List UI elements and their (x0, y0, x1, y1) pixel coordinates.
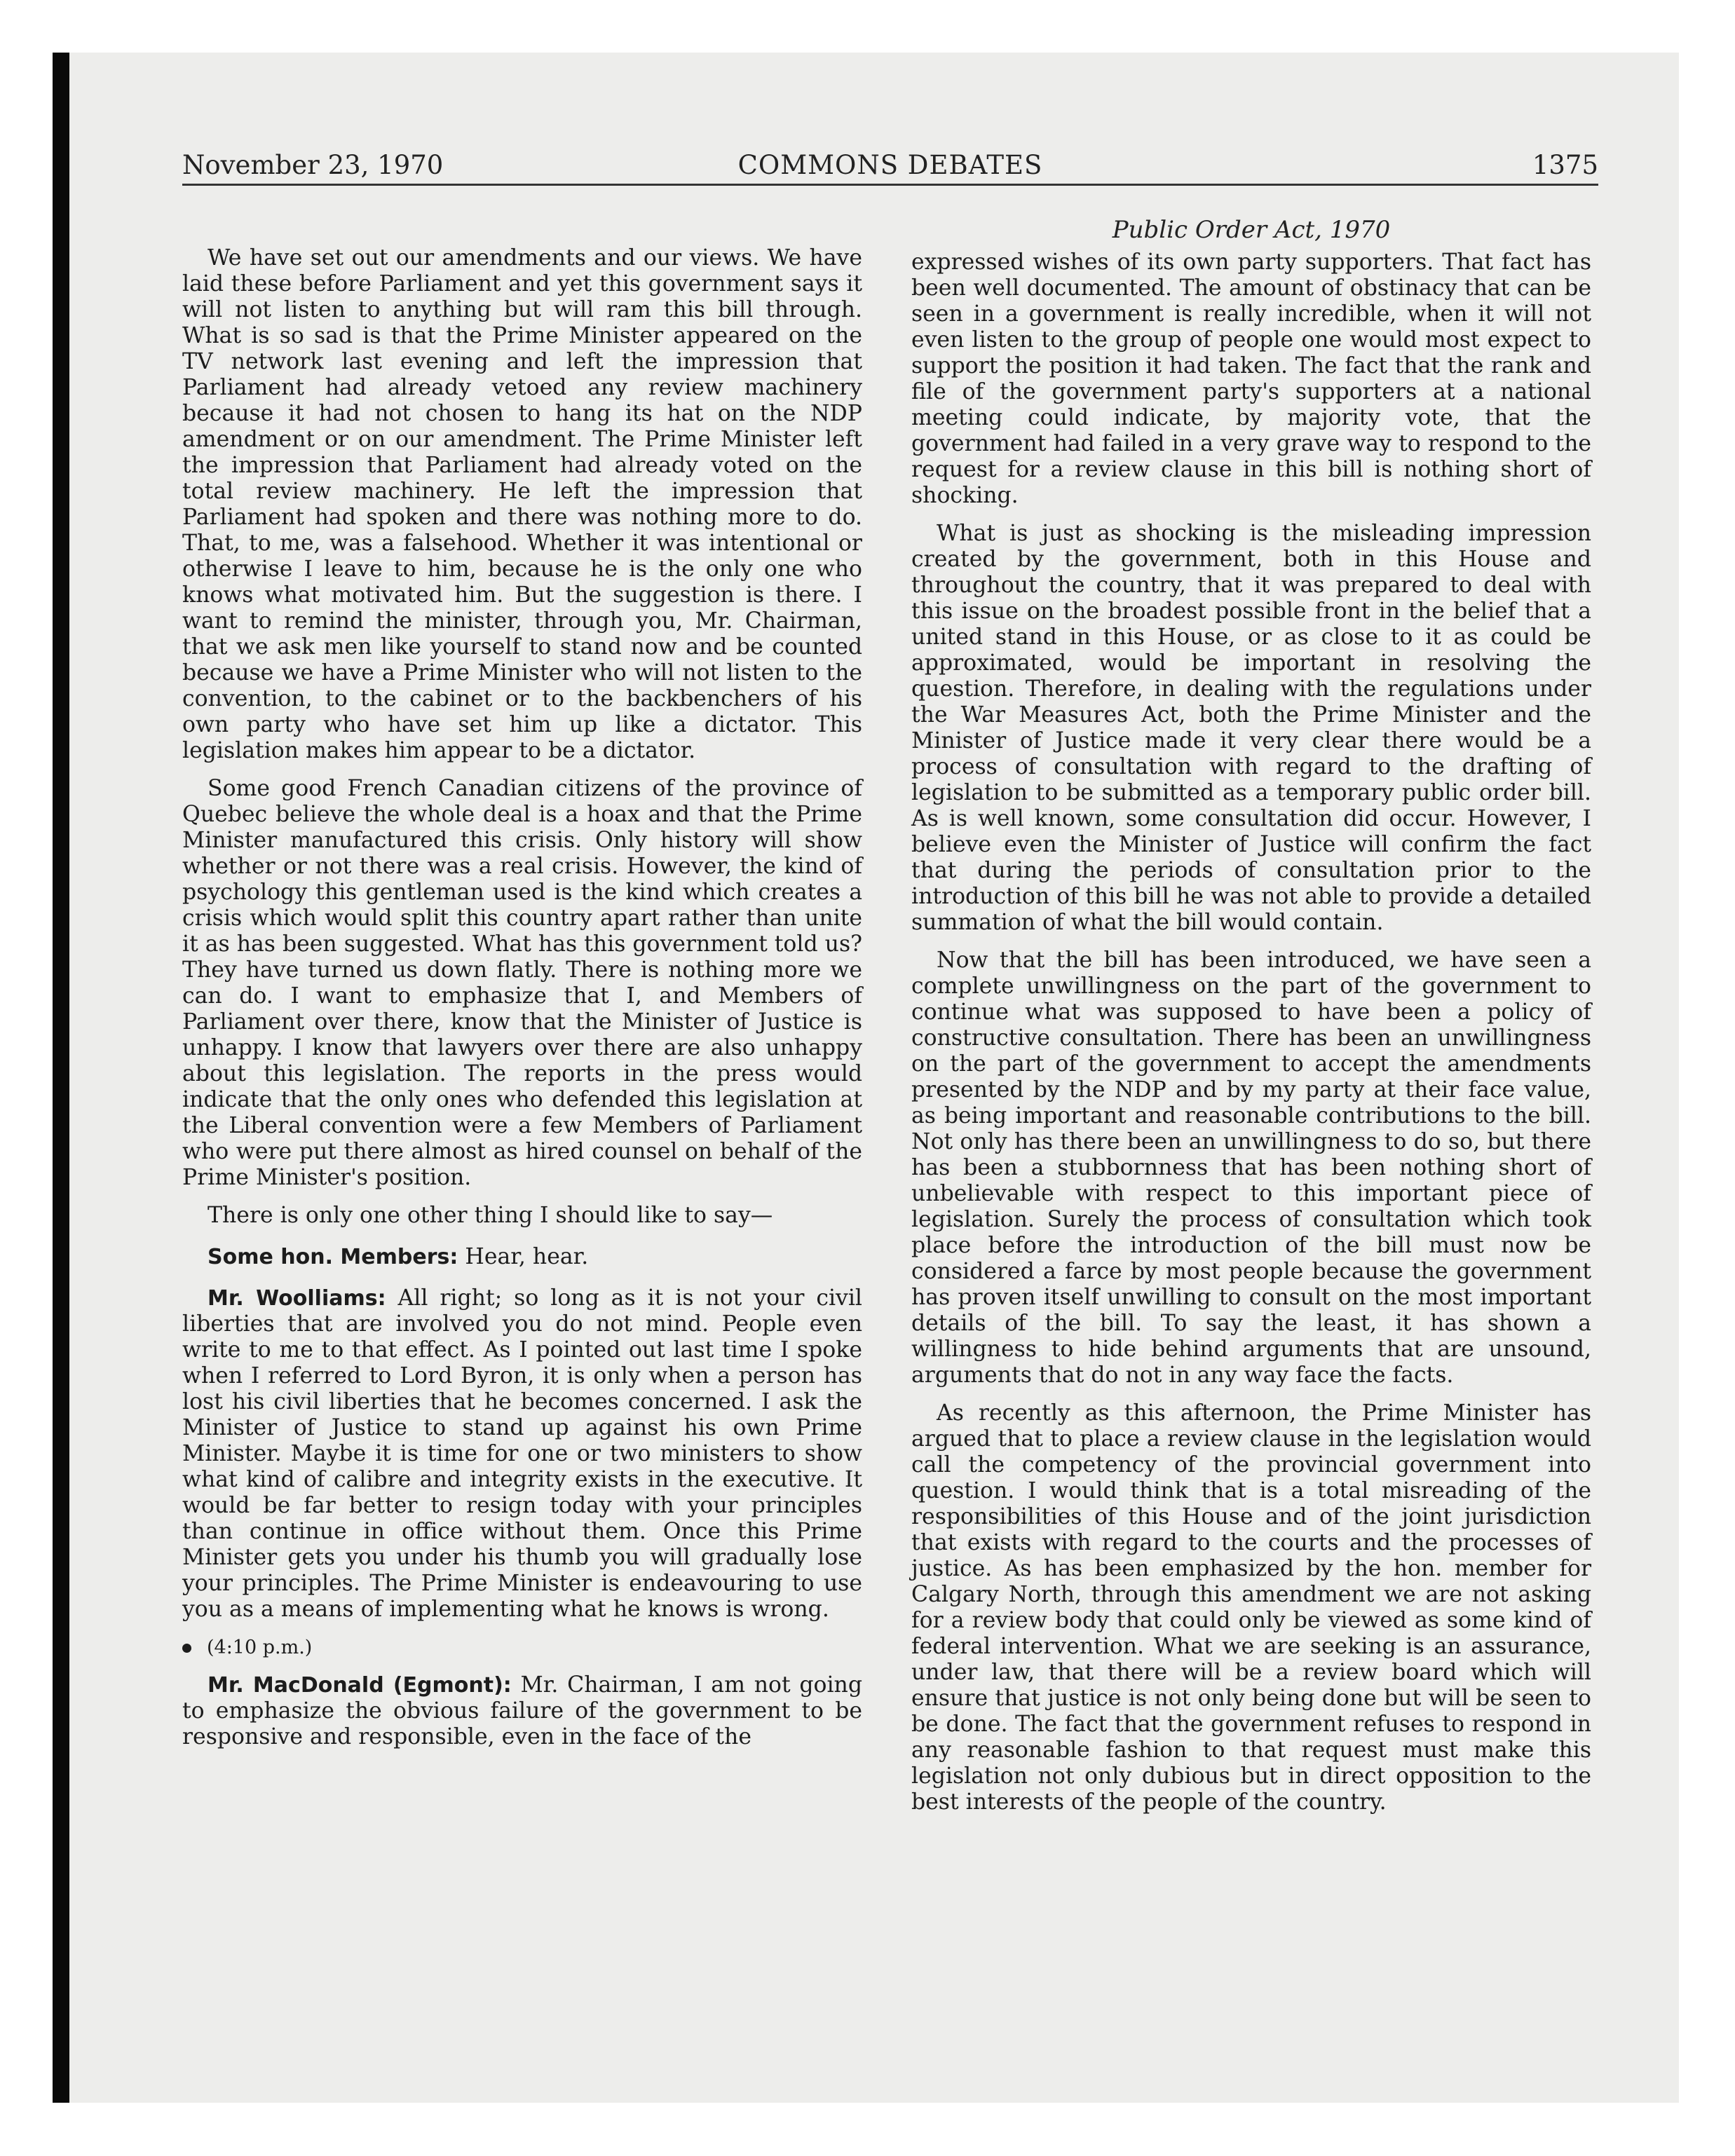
left-paragraph-3: There is only one other thing I should like to say— (207, 1203, 773, 1228)
right-paragraph-4: As recently as this afternoon, the Prime Minister has argued that to place a review clause in the legislation would call the competency of the provincial government into question. I would think that is a total misreading of the responsibilities of this House and of the joint jurisdiction that exists with regard to the courts and the processes of justice. As has been emphasized by the hon. member for Calgary North, through this amendment we are not asking for a review body that could only be viewed as some kind of federal intervention. What we are seeking is an assurance, under law, that there will be a review board which will ensure that justice is not only being done but will be seen to be done. The fact that the government refuses to respond in any reasonable fashion to that request must make this legislation not only dubious but in direct opposition to the best interests of the people of the country. (911, 1400, 1591, 1815)
left-paragraph-1: We have set out our amendments and our views. We have laid these before Parliament and yet this government says it will not listen to anything but will ram this bill through. What is so sad is that the Prime Minister appeared on the TV network last evening and left the impression that Parliament had already vetoed any review machinery because it had not chosen to hang its hat on the NDP amendment or on our amendment. The Prime Minister left the impression that Parliament had already voted on the total review machinery. He left the impression that Parliament had spoken and there was nothing more to do. That, to me, was a falsehood. Whether it was intentional or otherwise I leave to him, because he is the only one who knows what motivated him. But the suggestion is there. I want to remind the minister, through you, Mr. Chairman, that we ask men like yourself to stand now and be counted because we have a Prime Minister who will not listen to the convention, to the cabinet or to the backbenchers of his own party who have set him up like a dictator. This legislation makes him appear to be a dictator. (182, 245, 862, 763)
header-date: November 23, 1970 (182, 150, 444, 180)
timestamp-text: (4:10 p.m.) (207, 1637, 313, 1658)
right-paragraph-3: Now that the bill has been introduced, we have seen a complete unwillingness on the part of the government to continue what was supposed to have been a policy of constructive consultation. There has been an unwillingness on the part of the government to accept the amendments presented by the NDP and by my party at their face value, as being important and reasonable contributions to the bill. Not only has there been an unwillingness to do so, but there has been a stubbornness that has been nothing short of unbelievable with respect to this important piece of legislation. Surely the process of consultation which took place before the introduction of the bill must now be considered a farce by most people because the government has proven itself unwilling to consult on the most important details of the bill. To say the least, it has shown a willingness to hide behind arguments that are unsound, arguments that do not in any way face the facts. (911, 948, 1591, 1388)
header-rule (182, 184, 1598, 186)
interjection-paragraph (182, 1244, 862, 1270)
header-publication: COMMONS DEBATES (737, 150, 1043, 180)
timestamp (182, 1635, 862, 1660)
scan-edge-bar (53, 53, 69, 2103)
speech-text: Mr. Chairman, I am not going to emphasize the obvious failure of the government to be responsive and responsible, even in the face of the (182, 1672, 862, 1749)
running-head: Public Order Act, 1970 (1112, 216, 1391, 244)
speaker-name: Some hon. Members: (207, 1245, 458, 1269)
left-paragraph-2: Some good French Canadian citizens of the province of Quebec believe the whole deal is a hoax and that the Prime Minister manufactured this crisis. Only history will show whether or not there was a real crisis. However, the kind of psychology this gentleman used is the kind which creates a crisis which would split this country apart rather than unite it as has been suggested. What has this government told us? They have turned us down flatly. There is nothing more we can do. I want to emphasize that I, and Members of Parliament over there, know that the Minister of Justice is unhappy. I know that lawyers over there are also unhappy about this legislation. The reports in the press would indicate that the only ones who defended this legislation at the Liberal convention were a few Members of Parliament who were put there almost as hired counsel on behalf of the Prime Minister's position. (182, 776, 862, 1190)
right-paragraph-2: What is just as shocking is the misleading impression created by the government, both in this House and throughout the country, that it was prepared to deal with this issue on the broadest possible front in the belief that a united stand in this House, or as close to it as could be approximated, would be important in resolving the question. Therefore, in dealing with the regulations under the War Measures Act, both the Prime Minister and the Minister of Justice made it very clear there would be a process of consultation with regard to the drafting of legislation to be submitted as a temporary public order bill. As is well known, some consultation did occur. However, I believe even the Minister of Justice will confirm the fact that during the periods of consultation prior to the introduction of this bill he was not able to provide a detailed summation of what the bill would contain. (911, 521, 1591, 935)
macdonald-paragraph (182, 1672, 862, 1750)
speech-text: All right; so long as it is not your civil liberties that are involved you do not mind. People even write to me to that effect. As I pointed out last time I spoke when I referred to Lord Byron, it is only when a person has lost his civil liberties that he becomes concerned. I ask the Minister of Justice to stand up against his own Prime Minister. Maybe it is time for one or two ministers to show what kind of calibre and integrity exists in the executive. It would be far better to resign today with your principles than continue in office without them. Once this Prime Minister gets you under his thumb you will gradually lose your principles. The Prime Minister is endeavouring to use you as a means of implementing what he knows is wrong. (182, 1285, 862, 1622)
right-paragraph-1: expressed wishes of its own party supporters. That fact has been well documented. The amount of obstinacy that can be seen in a government is really incredible, when it will not even listen to the group of people one would most expect to support the position it had taken. The fact that the rank and file of the government party's supporters at a national meeting could indicate, by majority vote, that the government had failed in a very grave way to respond to the request for a review clause in this bill is nothing short of shocking. (911, 250, 1591, 508)
speaker-name: Mr. Woolliams: (207, 1286, 386, 1311)
right-column (911, 250, 1591, 1827)
left-column (182, 245, 862, 1762)
speech-text: Hear, hear. (458, 1244, 589, 1269)
speaker-name: Mr. MacDonald (Egmont): (207, 1673, 512, 1698)
page-header (182, 147, 1598, 184)
header-page-number: 1375 (1532, 150, 1598, 180)
bullet-icon (182, 1644, 191, 1653)
woolliams-paragraph (182, 1285, 862, 1623)
